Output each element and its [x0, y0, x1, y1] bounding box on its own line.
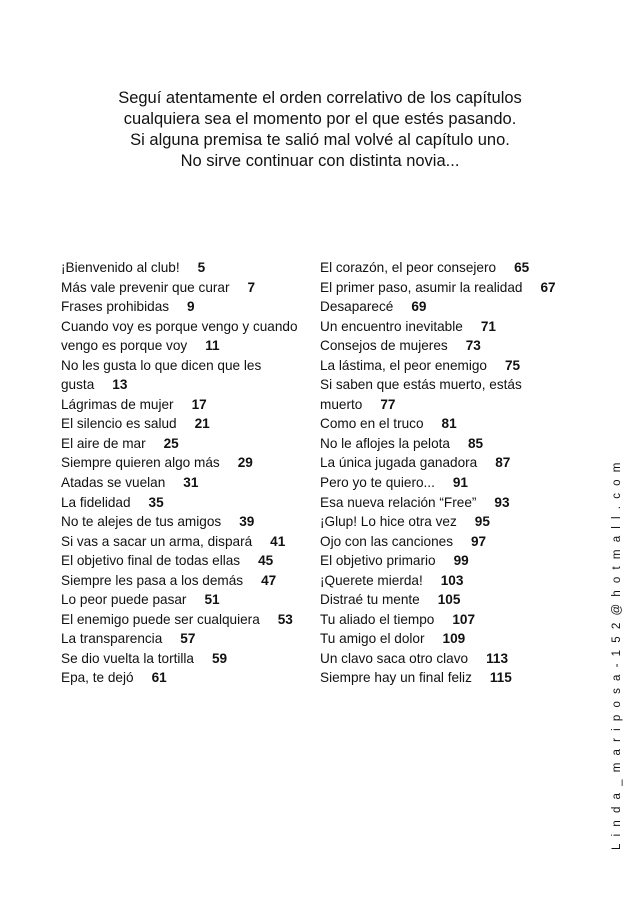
toc-entry-title: El enemigo puede ser cualquiera [61, 611, 260, 627]
toc-entry-title: La transparencia [61, 631, 163, 647]
table-of-contents-right [320, 258, 565, 688]
toc-entry-title: Si saben que estás muerto, estás [320, 377, 522, 393]
toc-entry [61, 649, 311, 669]
toc-entry-title: ¡Bienvenido al club! [61, 260, 180, 275]
toc-entry-title: Ojo con las canciones [320, 533, 453, 549]
toc-entry-page: 97 [471, 533, 487, 549]
toc-entry-title: Siempre hay un final feliz [320, 670, 472, 686]
toc-entry-page: 91 [452, 475, 468, 491]
toc-entry-page: 93 [494, 494, 510, 510]
toc-entry-title: Pero yo te quiero... [320, 475, 435, 491]
toc-entry [320, 278, 565, 298]
toc-entry-page: 9 [187, 299, 195, 315]
toc-entry [61, 629, 311, 649]
toc-entry-title: vengo es porque voy [61, 338, 188, 354]
toc-entry-page: 35 [148, 494, 164, 510]
toc-entry-title: Siempre les pasa a los demás [61, 572, 244, 588]
toc-entry-page: 65 [514, 260, 530, 275]
toc-entry-page: 113 [486, 650, 509, 666]
toc-entry-title: El objetivo primario [320, 553, 436, 569]
toc-entry [61, 278, 311, 298]
toc-entry-page: 39 [239, 514, 255, 530]
toc-entry [320, 493, 565, 513]
toc-entry-page: 59 [212, 650, 228, 666]
toc-entry-title: El corazón, el peor consejero [320, 260, 497, 275]
intro-line: Si alguna premisa te salió mal volvé al capítulo uno. [130, 131, 510, 149]
toc-entry [320, 258, 565, 278]
toc-entry-title: Más vale prevenir que curar [61, 279, 230, 295]
toc-entry [320, 414, 565, 434]
toc-entry [61, 571, 311, 591]
toc-entry-page: 103 [440, 572, 464, 588]
intro-line: cualquiera sea el momento por el que estés pasando. [123, 110, 517, 128]
toc-entry-page: 21 [194, 416, 210, 432]
toc-entry-title: Frases prohibidas [61, 299, 170, 315]
toc-entry [320, 473, 565, 493]
toc-entry-title: Epa, te dejó [61, 670, 134, 686]
toc-entry-page: 29 [237, 455, 253, 471]
toc-entry-page: 105 [437, 592, 461, 608]
toc-entry-page: 85 [467, 435, 484, 451]
toc-entry-title: Como en el truco [320, 416, 424, 432]
toc-entry-title: Un encuentro inevitable [320, 318, 463, 334]
toc-entry [320, 610, 565, 630]
toc-entry [61, 493, 311, 513]
toc-entry-title: gusta [61, 377, 95, 393]
toc-entry [61, 297, 311, 317]
toc-entry [320, 336, 565, 356]
toc-entry [320, 649, 565, 669]
toc-entry [61, 512, 311, 532]
toc-entry-page: 99 [453, 553, 469, 569]
toc-entry-page: 73 [465, 338, 481, 354]
toc-entry-title: El primer paso, asumir la realidad [320, 279, 523, 295]
toc-entry-page: 61 [151, 670, 167, 686]
toc-entry-title: Tu amigo el dolor [320, 631, 425, 647]
intro-paragraph [60, 88, 580, 172]
toc-entry-page: 45 [258, 553, 274, 569]
toc-entry-title: Se dio vuelta la tortilla [61, 650, 194, 666]
toc-entry-title: ¡Querete mierda! [320, 572, 423, 588]
toc-entry-title: Cuando voy es porque vengo y cuando [61, 318, 298, 334]
toc-entry-page: 87 [495, 455, 511, 471]
toc-entry-page: 7 [247, 279, 256, 295]
toc-entry-title: Un clavo saca otro clavo [320, 650, 469, 666]
toc-entry [320, 317, 565, 337]
toc-entry [61, 434, 311, 454]
toc-entry [320, 551, 565, 571]
toc-entry-page: 77 [380, 396, 396, 412]
toc-entry-title: Distraé tu mente [320, 592, 420, 608]
toc-entry-page: 17 [191, 396, 207, 412]
toc-entry-page: 81 [441, 416, 457, 432]
toc-entry [61, 356, 311, 395]
toc-entry-title: La fidelidad [61, 494, 131, 510]
toc-entry [61, 473, 311, 493]
toc-entry-page: 69 [411, 299, 427, 315]
toc-entry [320, 434, 565, 454]
toc-entry-title: No le aflojes la pelota [320, 435, 450, 451]
toc-entry [320, 629, 565, 649]
toc-entry [61, 551, 311, 571]
toc-entry-title: La lástima, el peor enemigo [320, 357, 487, 373]
toc-entry-page: 67 [540, 279, 556, 295]
toc-entry-page: 57 [180, 631, 196, 647]
toc-entry-title: El aire de mar [61, 435, 146, 451]
toc-entry [61, 453, 311, 473]
toc-entry [61, 610, 311, 630]
toc-entry [320, 375, 565, 414]
toc-entry-title: muerto [320, 396, 363, 412]
toc-entry [320, 297, 565, 317]
toc-entry-title: El objetivo final de todas ellas [61, 553, 241, 569]
intro-line: Seguí atentamente el orden correlativo de los capítulos [118, 89, 522, 107]
toc-entry-title: Esa nueva relación “Free” [320, 494, 477, 510]
toc-entry [320, 512, 565, 532]
toc-entry [61, 414, 311, 434]
toc-entry [61, 395, 311, 415]
toc-entry [61, 317, 311, 356]
toc-entry-title: Lo peor puede pasar [61, 592, 187, 608]
toc-entry [320, 356, 565, 376]
toc-entry-page: 41 [270, 533, 286, 549]
toc-entry-page: 71 [480, 318, 496, 334]
toc-entry-title: El silencio es salud [61, 416, 177, 432]
toc-entry-page: 75 [505, 357, 521, 373]
toc-entry-title: Desaparecé [320, 299, 394, 315]
toc-entry-page: 5 [197, 260, 206, 275]
toc-entry-title: Lágrimas de mujer [61, 396, 174, 412]
toc-entry-page: 115 [489, 670, 512, 686]
toc-entry-title: Atadas se vuelan [61, 475, 166, 491]
toc-entry [61, 532, 311, 552]
toc-entry-title: No les gusta lo que dicen que les [61, 357, 262, 373]
toc-entry-page: 11 [205, 338, 220, 354]
toc-entry [320, 453, 565, 473]
intro-line: No sirve continuar con distinta novia... [180, 152, 460, 170]
toc-entry-title: No te alejes de tus amigos [61, 514, 222, 530]
toc-entry-title: ¡Glup! Lo hice otra vez [320, 514, 457, 530]
toc-entry [61, 590, 311, 610]
toc-entry [61, 258, 311, 278]
toc-entry [61, 668, 311, 688]
toc-entry-page: 53 [277, 611, 293, 627]
vertical-email-text: Linda_mariposa-152@hotmall.com [611, 455, 623, 850]
toc-entry [320, 532, 565, 552]
toc-entry-title: Tu aliado el tiempo [320, 611, 435, 627]
toc-entry-page: 109 [442, 631, 466, 647]
toc-entry [320, 590, 565, 610]
toc-entry [320, 571, 565, 591]
toc-entry-page: 95 [474, 514, 490, 530]
toc-entry-title: La única jugada ganadora [320, 455, 478, 471]
toc-entry-page: 51 [204, 592, 220, 608]
toc-entry-page: 13 [112, 377, 128, 393]
toc-entry [320, 668, 565, 688]
toc-entry-page: 47 [261, 572, 277, 588]
toc-entry-page: 31 [183, 475, 199, 491]
toc-entry-title: Siempre quieren algo más [61, 455, 220, 471]
toc-entry-title: Si vas a sacar un arma, dispará [61, 533, 253, 549]
toc-entry-title: Consejos de mujeres [320, 338, 448, 354]
table-of-contents-left [61, 258, 311, 688]
toc-entry-page: 107 [452, 611, 476, 627]
toc-entry-page: 25 [163, 435, 179, 451]
